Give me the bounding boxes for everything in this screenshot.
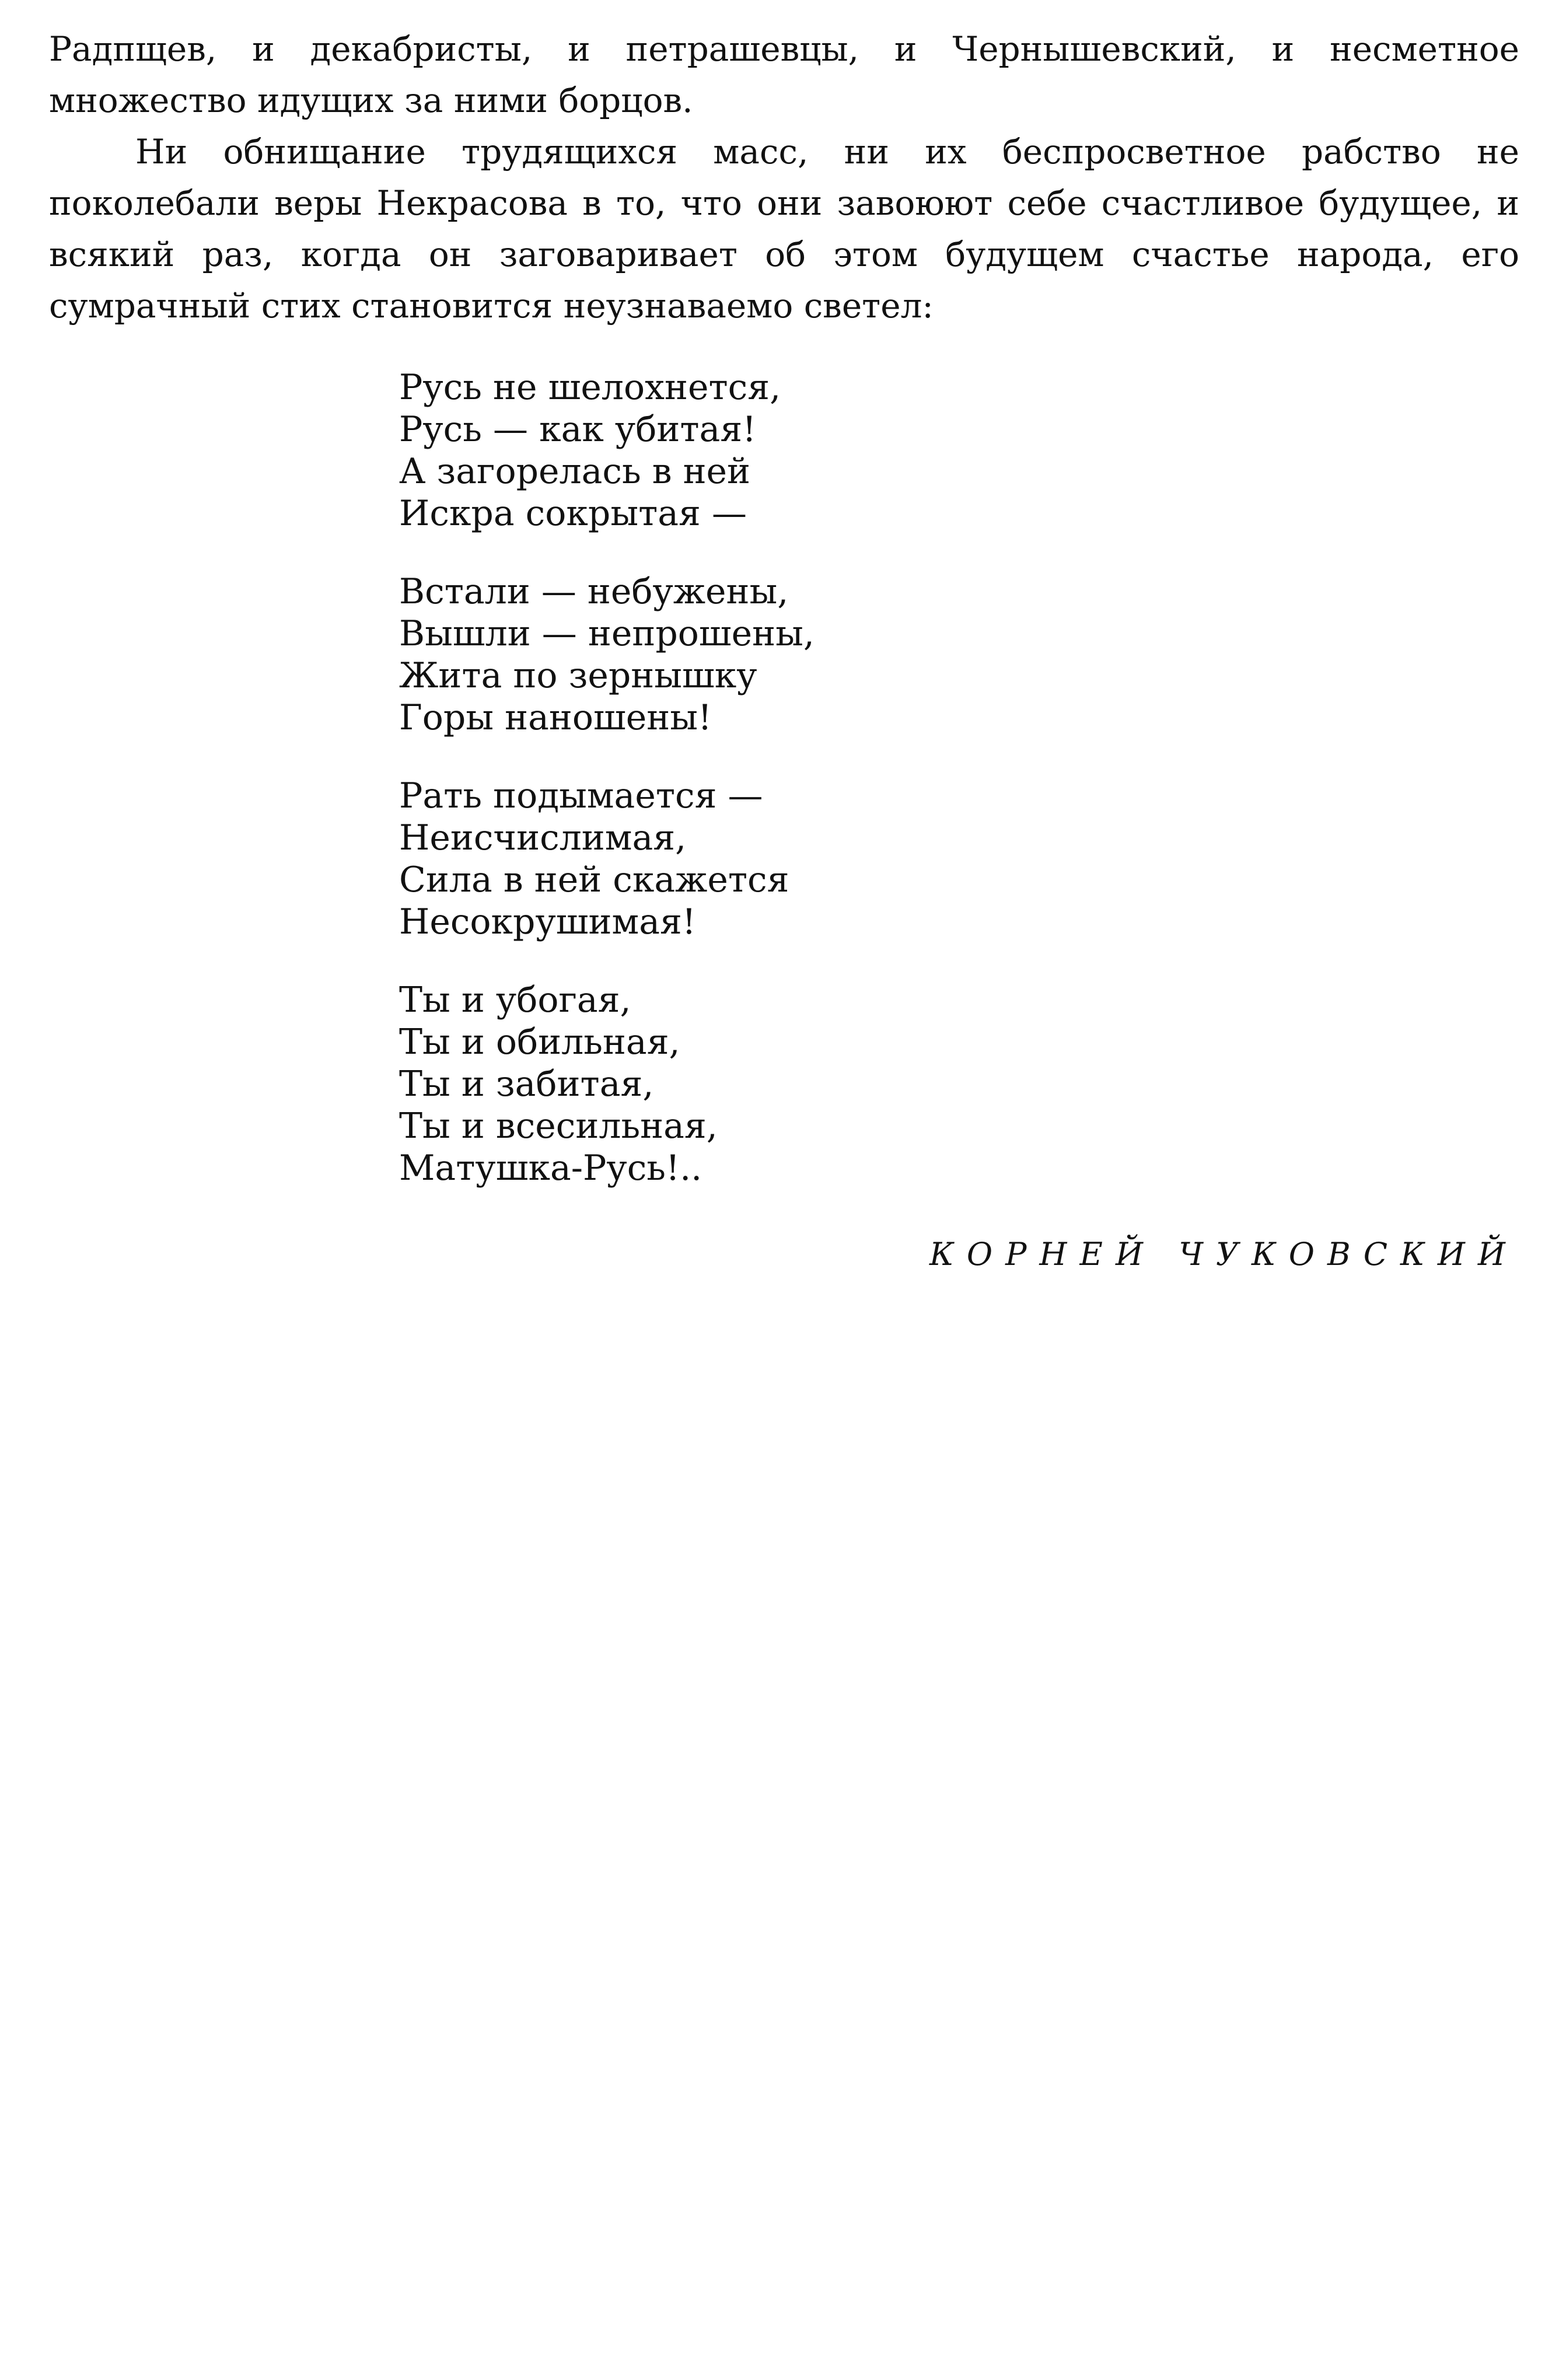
poem-line: Горы наношены! <box>399 697 712 738</box>
poem <box>399 366 1099 1225</box>
stanza-3 <box>399 775 1099 943</box>
stanza-4 <box>399 979 1099 1189</box>
page <box>49 23 1519 331</box>
poem-line: Жита по зернышку <box>399 655 757 696</box>
poem-line: Русь — как убитая! <box>399 409 757 450</box>
prose-block <box>49 23 1519 331</box>
poem-line: Встали — небужены, <box>399 571 789 612</box>
poem-line: Неисчислимая, <box>399 817 687 858</box>
poem-line: Вышли — непрошены, <box>399 613 815 654</box>
poem-line: Ты и всесильная, <box>399 1106 718 1147</box>
poem-line: Ты и убогая, <box>399 980 631 1021</box>
poem-line: Русь не шелохнется, <box>399 367 781 408</box>
poem-line: Рать подымается — <box>399 775 763 816</box>
paragraph-1: Радпщев, и декабристы, и петрашевцы, и Чернышевский, и несметное множество идущих за ними борцов. <box>49 29 1519 120</box>
poem-line: Ты и обильная, <box>399 1022 680 1063</box>
poem-line: Искра сокрытая — <box>399 493 747 534</box>
paragraph-2: Ни обнищание трудящихся масс, ни их беспросветное рабство не поколебали веры Некрасова в то, что они завоюют себе счастливое будущее, и всякий раз, когда он заговаривает об этом будущем счастье народа, его сумрачный стих становится неузнаваемо светел: <box>49 132 1519 326</box>
poem-line: А загорелась в ней <box>399 451 751 492</box>
poem-line: Матушка-Русь!.. <box>399 1148 702 1189</box>
poem-line: Ты и забитая, <box>399 1064 654 1105</box>
poem-line: Сила в ней скажется <box>399 859 789 900</box>
poem-line: Несокрушимая! <box>399 901 696 942</box>
stanza-1 <box>399 366 1099 534</box>
author-signature: КОРНЕЙ ЧУКОВСКИЙ <box>929 1236 1518 1273</box>
stanza-2 <box>399 571 1099 739</box>
